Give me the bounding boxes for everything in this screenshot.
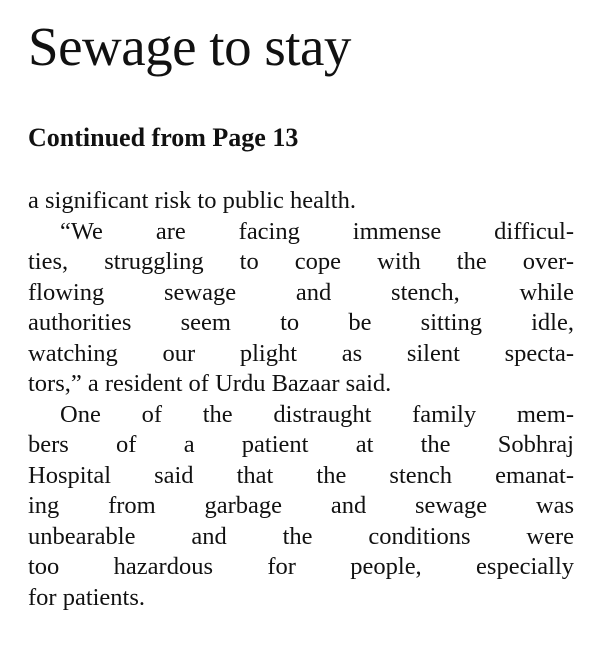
body-line: bers of a patient at the Sobhraj (28, 431, 574, 458)
body-line: ties, struggling to cope with the over- (28, 248, 574, 275)
body-line: tors,” a resident of Urdu Bazaar said. (28, 370, 392, 397)
body-line: ing from garbage and sewage was (28, 492, 574, 519)
body-line: too hazardous for people, especially (28, 553, 574, 580)
body-line: “We are facing immense difficul- (60, 217, 574, 245)
body-line: authorities seem to be sitting idle, (28, 309, 574, 336)
body-line: for patients. (28, 583, 146, 611)
headline: Sewage to stay (28, 16, 351, 77)
body-line: watching our plight as silent specta- (28, 339, 574, 367)
continued-from-label: Continued from Page 13 (28, 123, 299, 152)
body-line: unbearable and the conditions were (28, 522, 574, 550)
body-line: One of the distraught family mem- (60, 400, 574, 428)
body-line: flowing sewage and stench, while (28, 278, 574, 306)
body-line: a significant risk to public health. (28, 187, 356, 214)
body-line: Hospital said that the stench emanat- (28, 461, 574, 489)
article-body (28, 186, 574, 613)
